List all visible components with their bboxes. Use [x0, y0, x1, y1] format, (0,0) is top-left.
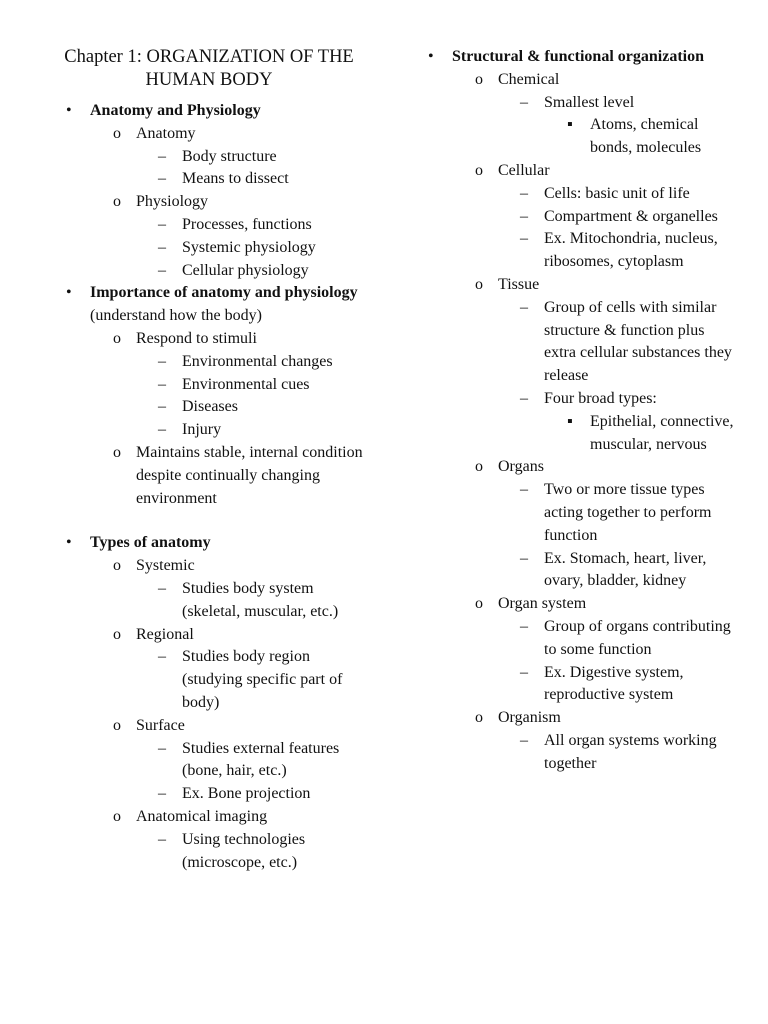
dash-bullet-icon: –: [158, 147, 166, 165]
list-item: [498, 92, 736, 160]
item-text: Tissue: [498, 275, 540, 293]
item-text: Using technologies (microscope, etc.): [182, 830, 306, 871]
list-item: [90, 123, 374, 191]
item-text: Surface: [136, 716, 185, 734]
list-item: [498, 616, 736, 662]
list-item: [498, 388, 736, 456]
dash-bullet-icon: –: [520, 481, 528, 499]
circle-bullet-icon: o: [475, 458, 483, 476]
square-bullet-icon: ▪: [567, 116, 573, 134]
section-heading-suffix: (understand how the body): [90, 307, 262, 325]
item-text: Cellular physiology: [182, 261, 309, 279]
bullet-icon: •: [66, 284, 72, 302]
item-text: Anatomical imaging: [136, 807, 268, 825]
title-line-2: HUMAN BODY: [145, 70, 273, 90]
list-item: [452, 69, 736, 160]
item-text: Ex. Digestive system, reproductive system: [544, 663, 684, 704]
list-item: [136, 829, 374, 875]
list-item: [136, 260, 374, 283]
circle-bullet-icon: o: [113, 807, 121, 825]
circle-bullet-icon: o: [475, 275, 483, 293]
bullet-icon: •: [66, 102, 72, 119]
item-text: Four broad types:: [544, 389, 657, 407]
section-heading: Importance of anatomy and physiology: [90, 284, 358, 302]
item-text: Epithelial, connective, muscular, nervous: [590, 412, 734, 453]
list-item: [498, 206, 736, 229]
section-heading: Anatomy and Physiology: [90, 102, 261, 119]
item-text: Ex. Stomach, heart, liver, ovary, bladder, kidney: [544, 549, 707, 590]
item-text: Ex. Mitochondria, nucleus, ribosomes, cytoplasm: [544, 230, 718, 271]
item-text: Studies body region (studying specific part of body): [182, 648, 343, 711]
list-item: [90, 624, 374, 715]
item-text: Means to dissect: [182, 170, 289, 188]
circle-bullet-icon: o: [113, 625, 121, 643]
item-text: Ex. Bone projection: [182, 785, 311, 803]
circle-bullet-icon: o: [475, 709, 483, 727]
list-item: [452, 160, 736, 274]
item-text: Diseases: [182, 398, 238, 416]
list-item: [452, 456, 736, 593]
dash-bullet-icon: –: [520, 230, 528, 248]
list-item: [136, 214, 374, 237]
dash-bullet-icon: –: [158, 170, 166, 188]
dash-bullet-icon: –: [520, 93, 528, 111]
list-item: [44, 532, 374, 874]
item-text: Smallest level: [544, 93, 635, 111]
item-text: Chemical: [498, 70, 560, 88]
list-item: [90, 328, 374, 442]
dash-bullet-icon: –: [520, 663, 528, 681]
list-item: [452, 707, 736, 775]
list-item: [498, 228, 736, 274]
item-text: Organ system: [498, 595, 587, 613]
item-text: Studies body system (skeletal, muscular, etc.): [182, 579, 339, 620]
item-text: Cellular: [498, 161, 550, 179]
title-line-1: Chapter 1: ORGANIZATION OF THE: [64, 47, 354, 67]
dash-bullet-icon: –: [520, 184, 528, 202]
item-text: Processes, functions: [182, 215, 312, 233]
item-text: Cells: basic unit of life: [544, 184, 690, 202]
item-text: Two or more tissue types acting together to perform function: [544, 481, 712, 544]
list-item: [452, 593, 736, 707]
list-item: [136, 396, 374, 419]
list-item: [90, 806, 374, 874]
list-item: [136, 168, 374, 191]
item-text: Respond to stimuli: [136, 329, 257, 347]
bullet-icon: •: [66, 534, 72, 552]
list-item: [136, 374, 374, 397]
list-item: [498, 297, 736, 388]
item-text: Injury: [182, 421, 222, 439]
list-item: [90, 555, 374, 623]
circle-bullet-icon: o: [113, 716, 121, 734]
list-item: [136, 237, 374, 260]
list-item: [136, 146, 374, 169]
list-item: [452, 274, 736, 456]
bullet-icon: •: [428, 48, 434, 65]
circle-bullet-icon: o: [113, 329, 121, 347]
dash-bullet-icon: –: [158, 261, 166, 279]
item-text: Group of cells with similar structure & function plus extra cellular substances they release: [544, 298, 732, 385]
item-text: Group of organs contributing to some function: [544, 617, 731, 658]
square-bullet-icon: ▪: [567, 412, 573, 430]
list-item: [90, 442, 374, 510]
spacer: [44, 510, 374, 532]
list-item: [498, 479, 736, 547]
item-text: Atoms, chemical bonds, molecules: [590, 116, 702, 157]
dash-bullet-icon: –: [158, 352, 166, 370]
list-item: [136, 351, 374, 374]
section-heading: Structural & functional organization: [452, 48, 704, 65]
circle-bullet-icon: o: [113, 193, 121, 211]
item-text: Systemic physiology: [182, 238, 316, 256]
item-text: Anatomy: [136, 124, 196, 142]
circle-bullet-icon: o: [475, 70, 483, 88]
dash-bullet-icon: –: [520, 298, 528, 316]
dash-bullet-icon: –: [158, 648, 166, 666]
list-item: [136, 419, 374, 442]
circle-bullet-icon: o: [475, 595, 483, 613]
list-item: [44, 282, 374, 510]
item-text: Compartment & organelles: [544, 207, 718, 225]
list-item: [90, 191, 374, 282]
item-text: Physiology: [136, 193, 209, 211]
dash-bullet-icon: –: [158, 579, 166, 597]
dash-bullet-icon: –: [520, 207, 528, 225]
list-item: [544, 411, 736, 457]
left-column: [44, 46, 374, 874]
item-text: Environmental changes: [182, 352, 333, 370]
item-text: Environmental cues: [182, 375, 310, 393]
list-item: [136, 646, 374, 714]
dash-bullet-icon: –: [520, 731, 528, 749]
dash-bullet-icon: –: [158, 830, 166, 848]
item-text: Organism: [498, 709, 561, 727]
circle-bullet-icon: o: [475, 161, 483, 179]
list-item: [498, 548, 736, 594]
dash-bullet-icon: –: [520, 389, 528, 407]
dash-bullet-icon: –: [158, 215, 166, 233]
page-title: [44, 46, 374, 92]
list-item: [498, 730, 736, 776]
dash-bullet-icon: –: [158, 238, 166, 256]
dash-bullet-icon: –: [158, 375, 166, 393]
circle-bullet-icon: o: [113, 124, 121, 142]
outline-right: [426, 46, 736, 776]
list-item: [136, 738, 374, 784]
dash-bullet-icon: –: [158, 398, 166, 416]
dash-bullet-icon: –: [158, 739, 166, 757]
list-item: [136, 783, 374, 806]
item-text: Organs: [498, 458, 544, 476]
item-text: Studies external features (bone, hair, etc.): [182, 739, 340, 780]
item-text: Maintains stable, internal condition despite continually changing environment: [136, 443, 363, 507]
outline-left: [44, 100, 374, 874]
section-heading: Types of anatomy: [90, 534, 211, 552]
dash-bullet-icon: –: [520, 549, 528, 567]
circle-bullet-icon: o: [113, 557, 121, 575]
item-text: All organ systems working together: [544, 731, 717, 772]
list-item: [426, 46, 736, 776]
dash-bullet-icon: –: [158, 785, 166, 803]
list-item: [90, 715, 374, 806]
dash-bullet-icon: –: [158, 421, 166, 439]
list-item: [544, 114, 736, 160]
item-text: Body structure: [182, 147, 277, 165]
list-item: [498, 183, 736, 206]
right-column: [426, 46, 736, 776]
item-text: Regional: [136, 625, 194, 643]
list-item: [498, 662, 736, 708]
dash-bullet-icon: –: [520, 617, 528, 635]
item-text: Systemic: [136, 557, 195, 575]
list-item: [44, 100, 374, 282]
circle-bullet-icon: o: [113, 443, 121, 461]
list-item: [136, 578, 374, 624]
